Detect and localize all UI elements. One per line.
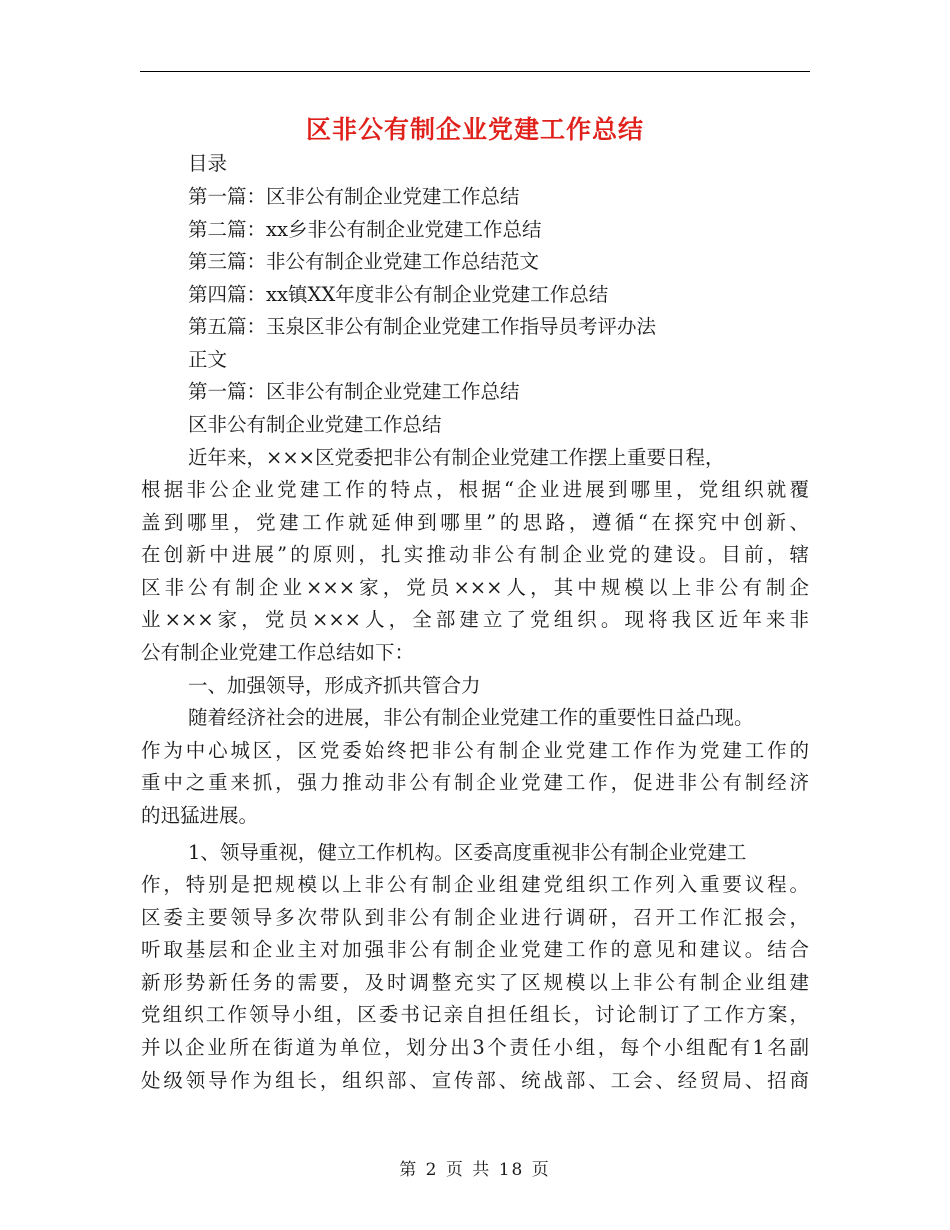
toc-heading: 目录 <box>188 152 228 175</box>
paragraph-line: 近年来，×××区党委把非公有制企业党建工作摆上重要日程， <box>188 446 725 469</box>
paragraph-line: 党组织工作领导小组，区委书记亲自担任组长，讨论制订了工作方案， <box>141 1003 809 1026</box>
paragraph-line: 公有制企业党建工作总结如下： <box>141 641 415 664</box>
paragraph-line: 重中之重来抓，强力推动非公有制企业党建工作，促进非公有制经济 <box>141 771 809 794</box>
toc-item-4: 第四篇：xx镇XX年度非公有制企业党建工作总结 <box>188 283 609 306</box>
header-rule <box>140 71 810 72</box>
paragraph-line: 盖到哪里，党建工作就延伸到哪里”的思路，遵循“在探究中创新、 <box>141 511 809 534</box>
paragraph-line: 听取基层和企业主对加强非公有制企业党建工作的意见和建议。结合 <box>141 938 809 961</box>
toc-item-3: 第三篇：非公有制企业党建工作总结范文 <box>188 250 540 273</box>
section-heading: 一、加强领导，形成齐抓共管合力 <box>188 674 481 697</box>
paragraph-line: 随着经济社会的进展，非公有制企业党建工作的重要性日益凸现。 <box>188 706 754 729</box>
page-number-footer: 第 2 页 共 18 页 <box>399 1160 551 1180</box>
paragraph-line: 作为中心城区，区党委始终把非公有制企业党建工作作为党建工作的 <box>141 739 809 762</box>
toc-item-1: 第一篇：区非公有制企业党建工作总结 <box>188 185 520 208</box>
toc-item-5: 第五篇：玉泉区非公有制企业党建工作指导员考评办法 <box>188 315 657 338</box>
paragraph-line: 区非公有制企业×××家，党员×××人，其中规模以上非公有制企 <box>141 576 809 599</box>
paragraph-line: 并以企业所在街道为单位，划分出3个责任小组，每个小组配有1名副 <box>141 1036 809 1059</box>
paragraph-line: 区委主要领导多次带队到非公有制企业进行调研，召开工作汇报会， <box>141 906 809 929</box>
paragraph-line: 在创新中进展”的原则，扎实推动非公有制企业党的建设。目前，辖 <box>141 543 809 566</box>
paragraph-line: 作，特别是把规模以上非公有制企业组建党组织工作列入重要议程。 <box>141 873 809 896</box>
paragraph-line: 根据非公企业党建工作的特点，根据“企业进展到哪里，党组织就覆 <box>141 478 809 501</box>
chapter-heading: 第一篇：区非公有制企业党建工作总结 <box>188 380 520 403</box>
chapter-title: 区非公有制企业党建工作总结 <box>188 413 442 436</box>
paragraph-line: 新形势新任务的需要，及时调整充实了区规模以上非公有制企业组建 <box>141 971 809 994</box>
document-title: 区非公有制企业党建工作总结 <box>305 115 644 144</box>
paragraph-line: 的迅猛进展。 <box>141 804 259 827</box>
section-label: 正文 <box>188 348 228 371</box>
paragraph-line: 1、领导重视，健立工作机构。区委高度重视非公有制企业党建工 <box>188 841 747 864</box>
paragraph-line: 业×××家，党员×××人，全部建立了党组织。现将我区近年来非 <box>141 608 809 631</box>
toc-item-2: 第二篇：xx乡非公有制企业党建工作总结 <box>188 218 542 241</box>
paragraph-line: 处级领导作为组长，组织部、宣传部、统战部、工会、经贸局、招商 <box>141 1069 809 1092</box>
